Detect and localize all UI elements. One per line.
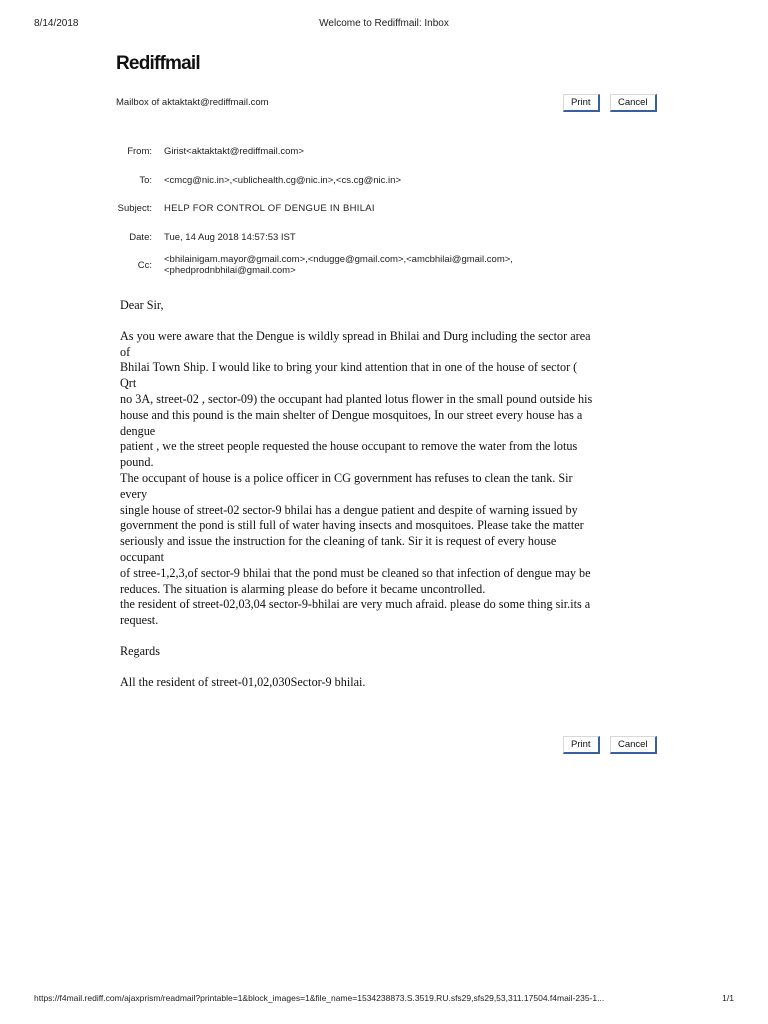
- body-line: single house of street-02 sector-9 bhilai has a dengue patient and despite of warning issued by: [120, 502, 578, 517]
- body-line: reduces. The situation is alarming please do before it became uncontrolled.: [120, 581, 486, 596]
- from-label: From:: [127, 146, 152, 157]
- subject-label: Subject:: [117, 203, 152, 214]
- cc-value: [164, 254, 513, 276]
- cc-label: Cc:: [137, 260, 152, 271]
- mailbox-owner: Mailbox of aktaktakt@rediffmail.com: [116, 97, 269, 108]
- body-line: Bhilai Town Ship. I would like to bring your kind attention that in one of the house of sector (: [120, 360, 578, 375]
- print-page-title: Welcome to Rediffmail: Inbox: [319, 18, 449, 29]
- message-paragraph: [120, 329, 650, 629]
- rediffmail-logo: Rediffmail: [116, 53, 200, 74]
- cc-line: <bhilainigam.mayor@gmail.com>,<ndugge@gmail.com>,<amcbhilai@gmail.com>,: [164, 254, 513, 265]
- date-value: Tue, 14 Aug 2018 14:57:53 IST: [164, 232, 296, 243]
- email-body: [120, 298, 650, 691]
- body-line: the resident of street-02,03,04 sector-9-bhilai are very much afraid. please do some thing sir.its a: [120, 597, 591, 612]
- body-line: dengue: [120, 423, 156, 438]
- body-line: The occupant of house is a police officer in CG government has refuses to clean the tank. Sir: [120, 470, 573, 485]
- page-number: 1/1: [722, 993, 734, 1003]
- print-date: 8/14/2018: [34, 18, 79, 29]
- print-footer: [34, 993, 734, 1003]
- body-line: As you were aware that the Dengue is wildly spread in Bhilai and Durg including the sector area: [120, 328, 591, 343]
- regards: Regards: [120, 643, 160, 658]
- print-button[interactable]: Print: [563, 94, 600, 112]
- date-label: Date:: [129, 232, 152, 243]
- body-line: government the pond is still full of water having insects and mosquitoes. Please take the matter: [120, 518, 584, 533]
- body-line: every: [120, 486, 148, 501]
- body-line: seriously and issue the instruction for the cleaning of tank. Sir it is request of every house: [120, 534, 557, 549]
- signature: All the resident of street-01,02,030Sector-9 bhilai.: [120, 674, 366, 689]
- print-header: [0, 18, 768, 32]
- to-value: <cmcg@nic.in>,<ublichealth.cg@nic.in>,<cs.cg@nic.in>: [164, 175, 401, 186]
- body-line: of: [120, 344, 131, 359]
- page-url: https://f4mail.rediff.com/ajaxprism/readmail?printable=1&block_images=1&file_name=1534238873.S.3519.RU.sfs29,sfs29,53,311.17504.f4mail-235-1...: [34, 993, 605, 1003]
- cancel-button-bottom[interactable]: Cancel: [610, 736, 657, 754]
- cancel-button[interactable]: Cancel: [610, 94, 657, 112]
- body-line: house and this pound is the main shelter of Dengue mosquitoes, In our street every house has a: [120, 407, 583, 422]
- cc-line: <phedprodnbhilai@gmail.com>: [164, 265, 296, 276]
- to-label: To:: [139, 175, 152, 186]
- body-line: patient , we the street people requested the house occupant to remove the water from the lotus: [120, 439, 578, 454]
- body-line: occupant: [120, 549, 164, 564]
- print-button-bottom[interactable]: Print: [563, 736, 600, 754]
- body-line: of stree-1,2,3,of sector-9 bhilai that the pond must be cleaned so that infection of dengue may be: [120, 565, 591, 580]
- subject-value: HELP FOR CONTROL OF DENGUE IN BHILAI: [164, 203, 375, 214]
- body-line: request.: [120, 613, 159, 628]
- body-line: no 3A, street-02 , sector-09) the occupant had planted lotus flower in the small pound outside his: [120, 391, 593, 406]
- from-value: Girist<aktaktakt@rediffmail.com>: [164, 146, 304, 157]
- body-line: pound.: [120, 455, 154, 470]
- greeting: Dear Sir,: [120, 298, 164, 312]
- body-line: Qrt: [120, 376, 137, 391]
